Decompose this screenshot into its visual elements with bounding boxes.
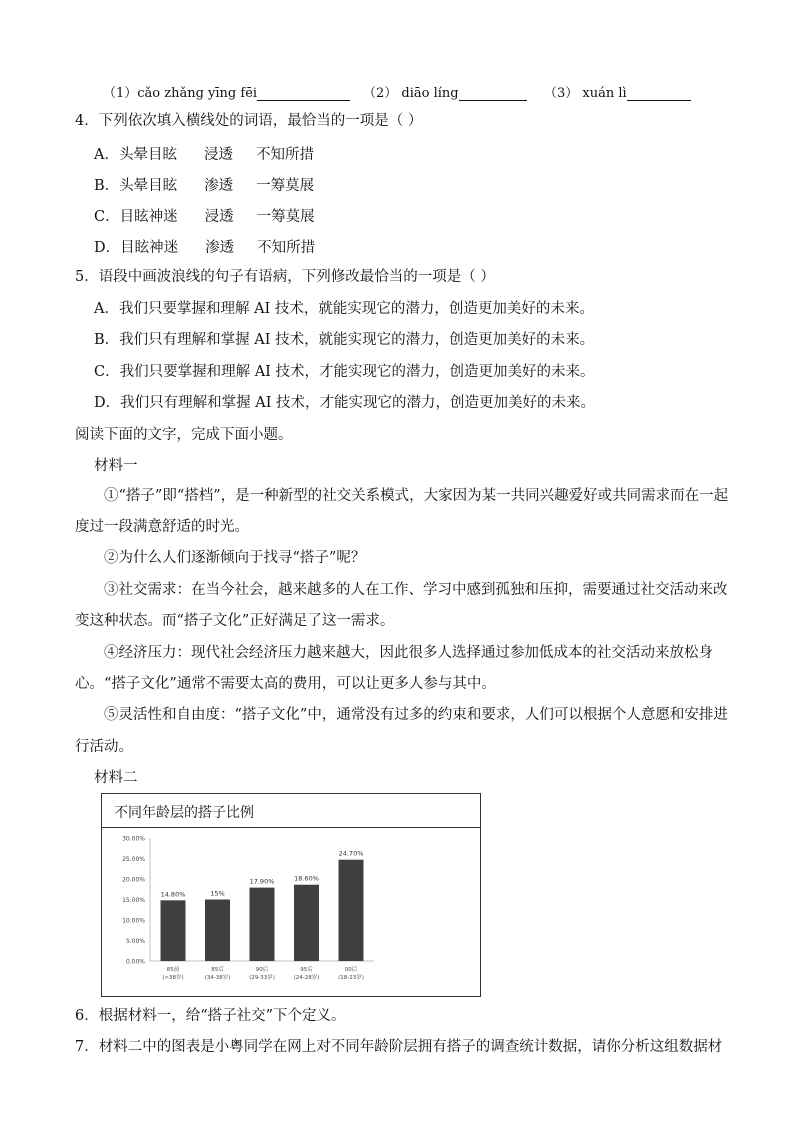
y-tick-label: 5.00% <box>125 938 145 945</box>
option-label: B． <box>94 178 120 194</box>
pinyin-text-1: （1）cǎo zhǎng yīng fēi <box>103 86 258 101</box>
q5-option-b[interactable]: B．我们只有理解和掌握 AI 技术，就能实现它的潜力，创造更加美好的未来。 <box>94 332 595 348</box>
x-category-sublabel: (34-38岁) <box>204 975 231 981</box>
option-word: 浸透 <box>203 147 233 163</box>
paragraph-2: ②为什么人们逐渐倾向于找寻“搭子”呢？ <box>104 550 366 566</box>
option-label: A． <box>94 147 119 163</box>
bar <box>294 885 319 961</box>
paragraph-5-line-2: 行活动。 <box>75 739 133 755</box>
x-category-sublabel: (>38岁) <box>162 975 184 981</box>
paragraph-1-line-1: ①“搭子”即“搭档”，是一种新型的社交关系模式，大家因为某一共同兴趣爱好或共同需求而在一起 <box>104 488 729 504</box>
question-4-stem: 4．下列依次填入横线处的词语，最恰当的一项是（ ） <box>75 113 423 129</box>
paragraph-5-line-1: ⑤灵活性和自由度：“搭子文化”中，通常没有过多的约束和要求，人们可以根据个人意愿和安排进 <box>104 707 728 723</box>
question-5-stem: 5．语段中画波浪线的句子有语病，下列修改最恰当的一项是（ ） <box>75 269 495 285</box>
x-category-sublabel: (24-28岁) <box>293 975 320 981</box>
option-word: 不知所措 <box>255 147 314 163</box>
option-word: 一筹莫展 <box>256 209 315 225</box>
option-word: 一筹莫展 <box>256 178 315 194</box>
q5-option-d[interactable]: D．我们只有理解和掌握 AI 技术，才能实现它的潜力，创造更加美好的未来。 <box>94 395 596 411</box>
bar-value-label: 24.70% <box>338 849 364 858</box>
bar-value-label: 18.60% <box>294 874 319 883</box>
option-word: 头晕目眩 <box>119 178 178 194</box>
chart-title: 不同年龄层的搭子比例 <box>114 805 254 821</box>
x-category-label: 00后 <box>344 967 358 973</box>
option-word: 目眩神迷 <box>120 240 179 256</box>
pinyin-item-3 <box>544 82 691 101</box>
chart-frame <box>101 793 481 997</box>
paragraph-1-line-2: 度过一段满意舒适的时光。 <box>75 519 249 535</box>
bar <box>205 900 230 962</box>
y-tick-label: 0.00% <box>125 958 145 966</box>
bar <box>339 860 364 961</box>
reading-intro: 阅读下面的文字，完成下面小题。 <box>75 427 293 443</box>
option-word: 渗透 <box>204 178 234 194</box>
q5-option-a[interactable]: A．我们只要掌握和理解 AI 技术，就能实现它的潜力，创造更加美好的未来。 <box>94 301 594 317</box>
paragraph-3-line-1: ③社交需求：在当今社会，越来越多的人在工作、学习中感到孤独和压抑，需要通过社交活动来改 <box>104 582 728 598</box>
q4-option-d[interactable] <box>94 236 315 257</box>
q5-option-c[interactable]: C．我们只要掌握和理解 AI 技术，才能实现它的潜力，创造更加美好的未来。 <box>94 364 595 380</box>
bar-value-label: 17.90% <box>249 877 275 886</box>
y-tick-label: 15.00% <box>122 897 145 904</box>
option-word: 目眩神迷 <box>119 209 178 225</box>
q4-option-b[interactable] <box>94 174 314 195</box>
x-category-label: 85后 <box>211 967 224 973</box>
option-word: 浸透 <box>204 209 234 225</box>
bar <box>161 900 186 961</box>
y-tick-label: 30.00% <box>122 835 145 843</box>
material-1-label: 材料一 <box>94 458 138 474</box>
y-tick-label: 10.00% <box>122 917 145 925</box>
option-word: 头晕目眩 <box>118 147 177 163</box>
pinyin-text-2: （2） diāo líng <box>363 86 459 101</box>
x-category-sublabel: (18-23岁) <box>338 975 364 981</box>
paragraph-4-line-1: ④经济压力：现代社会经济压力越来越大，因此很多人选择通过参加低成本的社交活动来放松身 <box>104 645 713 661</box>
bar-value-label: 14.80% <box>160 890 186 899</box>
question-6: 6．根据材料一，给“搭子社交”下个定义。 <box>75 1008 346 1024</box>
x-category-sublabel: (29-33岁) <box>249 975 275 981</box>
paragraph-3-line-2: 变这种状态。而“搭子文化”正好满足了这一需求。 <box>75 613 395 629</box>
option-word: 渗透 <box>205 240 235 256</box>
y-tick-label: 20.00% <box>122 876 145 884</box>
x-category-label: 85前 <box>166 967 180 973</box>
bar <box>250 888 275 961</box>
bar-value-label: 15% <box>210 889 225 898</box>
q4-option-c[interactable] <box>94 205 315 226</box>
pinyin-text-3: （3） xuán lì <box>544 86 627 101</box>
y-tick-label: 25.00% <box>122 856 145 863</box>
question-7: 7．材料二中的图表是小粤同学在网上对不同年龄阶层拥有搭子的调查统计数据，请你分析这组数据材 <box>75 1039 723 1055</box>
answer-blank-2[interactable] <box>459 86 527 101</box>
pinyin-item-2 <box>363 82 527 101</box>
x-category-label: 90后 <box>255 967 269 973</box>
pinyin-item-1 <box>103 82 350 101</box>
paragraph-4-line-2: 心。“搭子文化”通常不需要太高的费用，可以让更多人参与其中。 <box>75 676 496 692</box>
option-label: D． <box>94 240 121 256</box>
option-label: C． <box>94 209 120 225</box>
material-2-label: 材料二 <box>94 770 138 786</box>
answer-blank-1[interactable] <box>257 86 350 101</box>
answer-blank-3[interactable] <box>627 86 691 101</box>
chart-title-divider <box>102 827 480 828</box>
option-word: 不知所措 <box>257 240 316 256</box>
q4-option-a[interactable] <box>94 143 314 164</box>
x-category-label: 95后 <box>300 967 313 973</box>
bar-chart <box>102 830 480 990</box>
